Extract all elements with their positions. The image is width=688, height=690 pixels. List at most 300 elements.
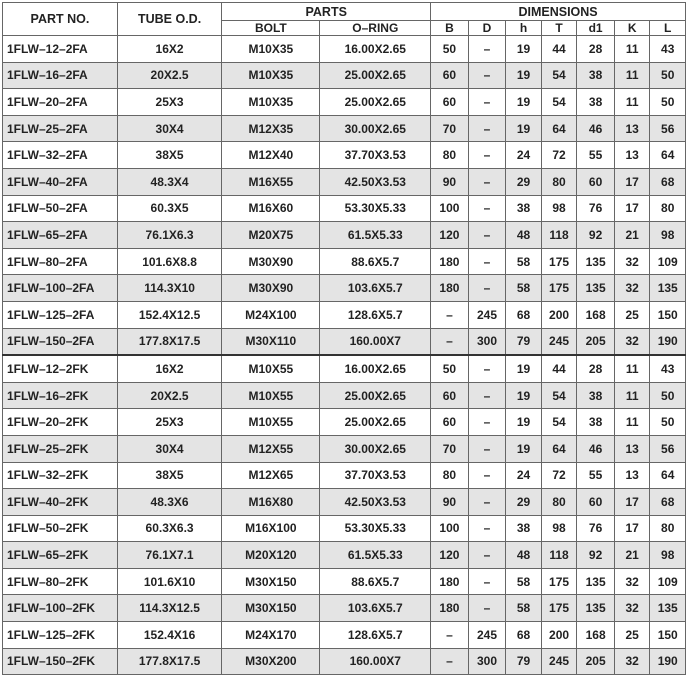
table-cell: 101.6X8.8 bbox=[117, 248, 221, 275]
header-t: T bbox=[541, 21, 577, 36]
header-l: L bbox=[650, 21, 686, 36]
table-cell: 180 bbox=[431, 275, 469, 302]
table-cell: 53.30X5.33 bbox=[320, 195, 431, 222]
table-cell: – bbox=[468, 62, 506, 89]
table-cell: M10X55 bbox=[222, 382, 320, 409]
table-cell: 1FLW–25–2FK bbox=[3, 435, 118, 462]
table-cell: 152.4X12.5 bbox=[117, 301, 221, 328]
table-cell: 38X5 bbox=[117, 142, 221, 169]
table-row bbox=[3, 275, 686, 302]
table-cell: 54 bbox=[541, 89, 577, 116]
table-cell: 1FLW–150–2FK bbox=[3, 648, 118, 675]
table-cell: 160.00X7 bbox=[320, 648, 431, 675]
table-cell: 13 bbox=[614, 142, 650, 169]
table-cell: 1FLW–50–2FK bbox=[3, 515, 118, 542]
table-cell: – bbox=[468, 382, 506, 409]
table-cell: 79 bbox=[506, 328, 542, 355]
table-cell: 103.6X5.7 bbox=[320, 275, 431, 302]
table-cell: M30X150 bbox=[222, 595, 320, 622]
table-cell: 1FLW–32–2FA bbox=[3, 142, 118, 169]
table-cell: 42.50X3.53 bbox=[320, 168, 431, 195]
table-cell: 109 bbox=[650, 568, 686, 595]
table-cell: 109 bbox=[650, 248, 686, 275]
table-cell: 48 bbox=[506, 222, 542, 249]
table-cell: 150 bbox=[650, 622, 686, 649]
table-row bbox=[3, 568, 686, 595]
table-cell: 19 bbox=[506, 355, 542, 382]
table-cell: 38 bbox=[506, 515, 542, 542]
table-cell: 54 bbox=[541, 409, 577, 436]
table-cell: 205 bbox=[577, 648, 615, 675]
table-cell: 76 bbox=[577, 515, 615, 542]
table-cell: 1FLW–20–2FA bbox=[3, 89, 118, 116]
table-cell: 1FLW–25–2FA bbox=[3, 115, 118, 142]
table-cell: 88.6X5.7 bbox=[320, 568, 431, 595]
table-cell: 1FLW–100–2FK bbox=[3, 595, 118, 622]
table-cell: 80 bbox=[650, 195, 686, 222]
table-cell: 20X2.5 bbox=[117, 62, 221, 89]
header-o-ring: O–RING bbox=[320, 21, 431, 36]
table-cell: 32 bbox=[614, 248, 650, 275]
table-cell: 50 bbox=[431, 36, 469, 63]
table-row bbox=[3, 328, 686, 355]
table-cell: 80 bbox=[431, 462, 469, 489]
table-cell: 245 bbox=[468, 301, 506, 328]
table-row bbox=[3, 168, 686, 195]
table-cell: M10X35 bbox=[222, 62, 320, 89]
table-cell: 54 bbox=[541, 62, 577, 89]
table-cell: 30X4 bbox=[117, 435, 221, 462]
table-cell: 50 bbox=[650, 382, 686, 409]
table-cell: – bbox=[468, 409, 506, 436]
table-cell: 114.3X10 bbox=[117, 275, 221, 302]
table-cell: 13 bbox=[614, 115, 650, 142]
table-cell: 1FLW–12–2FK bbox=[3, 355, 118, 382]
table-cell: 1FLW–125–2FK bbox=[3, 622, 118, 649]
table-cell: – bbox=[468, 115, 506, 142]
table-cell: M24X100 bbox=[222, 301, 320, 328]
table-cell: 135 bbox=[577, 248, 615, 275]
table-row bbox=[3, 355, 686, 382]
table-cell: 90 bbox=[431, 168, 469, 195]
table-cell: 17 bbox=[614, 489, 650, 516]
table-cell: 168 bbox=[577, 301, 615, 328]
table-cell: 19 bbox=[506, 409, 542, 436]
table-cell: 60 bbox=[431, 62, 469, 89]
table-cell: M10X35 bbox=[222, 89, 320, 116]
table-cell: 17 bbox=[614, 168, 650, 195]
table-cell: – bbox=[468, 542, 506, 569]
table-cell: 1FLW–80–2FA bbox=[3, 248, 118, 275]
table-cell: 20X2.5 bbox=[117, 382, 221, 409]
table-cell: 53.30X5.33 bbox=[320, 515, 431, 542]
header-part-no: PART NO. bbox=[3, 3, 118, 36]
table-cell: 64 bbox=[541, 435, 577, 462]
table-row bbox=[3, 542, 686, 569]
table-cell: 32 bbox=[614, 648, 650, 675]
table-cell: M30X110 bbox=[222, 328, 320, 355]
table-cell: M20X75 bbox=[222, 222, 320, 249]
table-cell: 245 bbox=[541, 648, 577, 675]
table-row bbox=[3, 515, 686, 542]
table-cell: M20X120 bbox=[222, 542, 320, 569]
table-cell: 25.00X2.65 bbox=[320, 89, 431, 116]
table-cell: 70 bbox=[431, 115, 469, 142]
table-cell: 32 bbox=[614, 595, 650, 622]
table-cell: – bbox=[468, 142, 506, 169]
table-cell: 25 bbox=[614, 301, 650, 328]
table-cell: 50 bbox=[650, 62, 686, 89]
table-cell: 43 bbox=[650, 36, 686, 63]
table-cell: 1FLW–50–2FA bbox=[3, 195, 118, 222]
table-cell: 11 bbox=[614, 62, 650, 89]
table-cell: 92 bbox=[577, 542, 615, 569]
table-cell: 56 bbox=[650, 115, 686, 142]
table-cell: M12X35 bbox=[222, 115, 320, 142]
table-cell: 38 bbox=[577, 382, 615, 409]
table-cell: 190 bbox=[650, 648, 686, 675]
table-cell: M12X55 bbox=[222, 435, 320, 462]
table-cell: 60 bbox=[577, 489, 615, 516]
table-cell: 38X5 bbox=[117, 462, 221, 489]
table-cell: 55 bbox=[577, 462, 615, 489]
table-cell: 50 bbox=[650, 89, 686, 116]
table-cell: 175 bbox=[541, 248, 577, 275]
table-cell: M24X170 bbox=[222, 622, 320, 649]
table-cell: 1FLW–40–2FK bbox=[3, 489, 118, 516]
header-k: K bbox=[614, 21, 650, 36]
table-cell: 25.00X2.65 bbox=[320, 409, 431, 436]
table-cell: 80 bbox=[650, 515, 686, 542]
table-cell: 21 bbox=[614, 222, 650, 249]
table-cell: 98 bbox=[541, 515, 577, 542]
table-row bbox=[3, 622, 686, 649]
table-cell: 180 bbox=[431, 595, 469, 622]
table-cell: 24 bbox=[506, 462, 542, 489]
table-cell: 1FLW–80–2FK bbox=[3, 568, 118, 595]
table-row bbox=[3, 248, 686, 275]
table-cell: 11 bbox=[614, 409, 650, 436]
table-cell: 37.70X3.53 bbox=[320, 142, 431, 169]
table-cell: 60 bbox=[431, 89, 469, 116]
table-cell: 11 bbox=[614, 36, 650, 63]
table-cell: 150 bbox=[650, 301, 686, 328]
table-cell: 135 bbox=[577, 595, 615, 622]
table-cell: 1FLW–65–2FA bbox=[3, 222, 118, 249]
table-cell: 300 bbox=[468, 328, 506, 355]
table-cell: – bbox=[468, 595, 506, 622]
header-d1: d1 bbox=[577, 21, 615, 36]
table-cell: – bbox=[431, 622, 469, 649]
table-cell: 58 bbox=[506, 275, 542, 302]
table-cell: 37.70X3.53 bbox=[320, 462, 431, 489]
table-cell: 60 bbox=[431, 409, 469, 436]
table-cell: 25.00X2.65 bbox=[320, 382, 431, 409]
table-cell: 120 bbox=[431, 542, 469, 569]
table-cell: – bbox=[431, 648, 469, 675]
table-cell: 55 bbox=[577, 142, 615, 169]
table-row bbox=[3, 489, 686, 516]
table-cell: M12X65 bbox=[222, 462, 320, 489]
table-cell: 19 bbox=[506, 36, 542, 63]
table-cell: 152.4X16 bbox=[117, 622, 221, 649]
table-cell: 60 bbox=[431, 382, 469, 409]
table-cell: 205 bbox=[577, 328, 615, 355]
table-cell: 28 bbox=[577, 36, 615, 63]
table-cell: 64 bbox=[650, 142, 686, 169]
table-cell: 25X3 bbox=[117, 89, 221, 116]
table-cell: 58 bbox=[506, 248, 542, 275]
table-cell: 160.00X7 bbox=[320, 328, 431, 355]
table-cell: 1FLW–40–2FA bbox=[3, 168, 118, 195]
table-cell: 30.00X2.65 bbox=[320, 115, 431, 142]
table-cell: 76 bbox=[577, 195, 615, 222]
table-cell: M16X80 bbox=[222, 489, 320, 516]
header-tube-od: TUBE O.D. bbox=[117, 3, 221, 36]
table-cell: M30X90 bbox=[222, 248, 320, 275]
table-cell: 1FLW–125–2FA bbox=[3, 301, 118, 328]
table-cell: 135 bbox=[577, 568, 615, 595]
table-cell: 245 bbox=[541, 328, 577, 355]
table-cell: 48.3X6 bbox=[117, 489, 221, 516]
table-cell: 118 bbox=[541, 542, 577, 569]
table-cell: 76.1X6.3 bbox=[117, 222, 221, 249]
table-cell: 11 bbox=[614, 382, 650, 409]
table-cell: 79 bbox=[506, 648, 542, 675]
table-cell: 68 bbox=[506, 301, 542, 328]
table-cell: 1FLW–32–2FK bbox=[3, 462, 118, 489]
table-cell: 92 bbox=[577, 222, 615, 249]
table-cell: 44 bbox=[541, 355, 577, 382]
table-cell: 16.00X2.65 bbox=[320, 355, 431, 382]
table-cell: M30X150 bbox=[222, 568, 320, 595]
table-cell: 80 bbox=[431, 142, 469, 169]
table-cell: 1FLW–20–2FK bbox=[3, 409, 118, 436]
table-row bbox=[3, 382, 686, 409]
table-cell: 114.3X12.5 bbox=[117, 595, 221, 622]
header-dimensions: DIMENSIONS bbox=[431, 3, 686, 21]
table-cell: 30.00X2.65 bbox=[320, 435, 431, 462]
table-row bbox=[3, 89, 686, 116]
table-cell: 80 bbox=[541, 489, 577, 516]
table-cell: 103.6X5.7 bbox=[320, 595, 431, 622]
table-cell: 135 bbox=[577, 275, 615, 302]
table-row bbox=[3, 301, 686, 328]
table-cell: M16X55 bbox=[222, 168, 320, 195]
table-cell: 16X2 bbox=[117, 355, 221, 382]
table-cell: 200 bbox=[541, 301, 577, 328]
table-row bbox=[3, 36, 686, 63]
table-cell: 98 bbox=[650, 222, 686, 249]
table-cell: M30X200 bbox=[222, 648, 320, 675]
table-cell: 190 bbox=[650, 328, 686, 355]
table-cell: – bbox=[468, 489, 506, 516]
table-cell: 48 bbox=[506, 542, 542, 569]
header-bolt: BOLT bbox=[222, 21, 320, 36]
table-cell: 43 bbox=[650, 355, 686, 382]
table-cell: 60.3X5 bbox=[117, 195, 221, 222]
table-cell: 168 bbox=[577, 622, 615, 649]
table-cell: 64 bbox=[541, 115, 577, 142]
table-row bbox=[3, 142, 686, 169]
table-cell: 16.00X2.65 bbox=[320, 36, 431, 63]
table-cell: 60 bbox=[577, 168, 615, 195]
table-cell: 25.00X2.65 bbox=[320, 62, 431, 89]
table-cell: 200 bbox=[541, 622, 577, 649]
table-cell: 19 bbox=[506, 115, 542, 142]
table-cell: 44 bbox=[541, 36, 577, 63]
table-cell: 42.50X3.53 bbox=[320, 489, 431, 516]
table-cell: 60.3X6.3 bbox=[117, 515, 221, 542]
table-cell: 180 bbox=[431, 248, 469, 275]
table-cell: 70 bbox=[431, 435, 469, 462]
table-cell: 38 bbox=[506, 195, 542, 222]
table-cell: 118 bbox=[541, 222, 577, 249]
header-h: h bbox=[506, 21, 542, 36]
table-cell: – bbox=[468, 222, 506, 249]
table-cell: 245 bbox=[468, 622, 506, 649]
table-cell: 19 bbox=[506, 435, 542, 462]
table-cell: 30X4 bbox=[117, 115, 221, 142]
table-cell: 25X3 bbox=[117, 409, 221, 436]
table-cell: 50 bbox=[431, 355, 469, 382]
table-cell: 300 bbox=[468, 648, 506, 675]
table-row bbox=[3, 222, 686, 249]
table-cell: 120 bbox=[431, 222, 469, 249]
table-cell: 80 bbox=[541, 168, 577, 195]
table-cell: 29 bbox=[506, 168, 542, 195]
table-cell: 175 bbox=[541, 595, 577, 622]
table-cell: – bbox=[431, 328, 469, 355]
header-parts: PARTS bbox=[222, 3, 431, 21]
table-row bbox=[3, 62, 686, 89]
table-cell: 46 bbox=[577, 115, 615, 142]
table-cell: 32 bbox=[614, 275, 650, 302]
table-row bbox=[3, 435, 686, 462]
table-cell: 38 bbox=[577, 62, 615, 89]
table-cell: 100 bbox=[431, 515, 469, 542]
table-cell: – bbox=[468, 568, 506, 595]
table-cell: 98 bbox=[541, 195, 577, 222]
table-cell: – bbox=[468, 355, 506, 382]
table-cell: 1FLW–100–2FA bbox=[3, 275, 118, 302]
table-cell: – bbox=[468, 275, 506, 302]
table-cell: – bbox=[468, 195, 506, 222]
table-cell: 28 bbox=[577, 355, 615, 382]
table-cell: – bbox=[468, 36, 506, 63]
table-cell: 1FLW–16–2FK bbox=[3, 382, 118, 409]
table-cell: 16X2 bbox=[117, 36, 221, 63]
table-cell: 100 bbox=[431, 195, 469, 222]
table-cell: M30X90 bbox=[222, 275, 320, 302]
table-cell: 1FLW–12–2FA bbox=[3, 36, 118, 63]
table-row bbox=[3, 195, 686, 222]
table-row bbox=[3, 409, 686, 436]
table-row bbox=[3, 115, 686, 142]
table-cell: 68 bbox=[650, 489, 686, 516]
table-cell: M16X60 bbox=[222, 195, 320, 222]
table-cell: 58 bbox=[506, 595, 542, 622]
table-cell: 72 bbox=[541, 462, 577, 489]
table-cell: 17 bbox=[614, 515, 650, 542]
table-cell: 58 bbox=[506, 568, 542, 595]
table-cell: – bbox=[468, 168, 506, 195]
table-cell: 19 bbox=[506, 382, 542, 409]
table-cell: 24 bbox=[506, 142, 542, 169]
table-cell: – bbox=[468, 248, 506, 275]
table-cell: 13 bbox=[614, 435, 650, 462]
table-cell: 46 bbox=[577, 435, 615, 462]
table-cell: 48.3X4 bbox=[117, 168, 221, 195]
table-cell: M10X55 bbox=[222, 355, 320, 382]
table-cell: 32 bbox=[614, 568, 650, 595]
table-cell: 25 bbox=[614, 622, 650, 649]
table-cell: 19 bbox=[506, 62, 542, 89]
table-cell: 175 bbox=[541, 275, 577, 302]
table-cell: 54 bbox=[541, 382, 577, 409]
table-cell: 135 bbox=[650, 595, 686, 622]
table-cell: 17 bbox=[614, 195, 650, 222]
table-cell: 128.6X5.7 bbox=[320, 622, 431, 649]
table-cell: 56 bbox=[650, 435, 686, 462]
table-cell: 61.5X5.33 bbox=[320, 222, 431, 249]
table-cell: 38 bbox=[577, 89, 615, 116]
table-row bbox=[3, 595, 686, 622]
table-cell: 1FLW–16–2FA bbox=[3, 62, 118, 89]
table-cell: 128.6X5.7 bbox=[320, 301, 431, 328]
table-cell: – bbox=[468, 515, 506, 542]
table-cell: 38 bbox=[577, 409, 615, 436]
table-cell: 98 bbox=[650, 542, 686, 569]
table-cell: 90 bbox=[431, 489, 469, 516]
table-cell: 177.8X17.5 bbox=[117, 328, 221, 355]
table-cell: 101.6X10 bbox=[117, 568, 221, 595]
table-cell: 1FLW–65–2FK bbox=[3, 542, 118, 569]
header-b: B bbox=[431, 21, 469, 36]
table-cell: M12X40 bbox=[222, 142, 320, 169]
table-cell: 175 bbox=[541, 568, 577, 595]
table-cell: 32 bbox=[614, 328, 650, 355]
table-cell: 180 bbox=[431, 568, 469, 595]
table-cell: 13 bbox=[614, 462, 650, 489]
table-cell: 1FLW–150–2FA bbox=[3, 328, 118, 355]
table-cell: – bbox=[431, 301, 469, 328]
table-cell: 50 bbox=[650, 409, 686, 436]
flange-spec-table bbox=[2, 2, 686, 675]
table-cell: 11 bbox=[614, 89, 650, 116]
table-cell: M10X55 bbox=[222, 409, 320, 436]
table-cell: 61.5X5.33 bbox=[320, 542, 431, 569]
table-cell: 68 bbox=[650, 168, 686, 195]
table-cell: M10X35 bbox=[222, 36, 320, 63]
table-cell: 29 bbox=[506, 489, 542, 516]
table-cell: 21 bbox=[614, 542, 650, 569]
table-cell: 72 bbox=[541, 142, 577, 169]
table-row bbox=[3, 648, 686, 675]
header-d: D bbox=[468, 21, 506, 36]
table-cell: 68 bbox=[506, 622, 542, 649]
table-cell: 19 bbox=[506, 89, 542, 116]
table-cell: M16X100 bbox=[222, 515, 320, 542]
table-cell: 11 bbox=[614, 355, 650, 382]
table-cell: – bbox=[468, 89, 506, 116]
table-cell: 88.6X5.7 bbox=[320, 248, 431, 275]
table-row bbox=[3, 462, 686, 489]
table-cell: 76.1X7.1 bbox=[117, 542, 221, 569]
table-cell: 135 bbox=[650, 275, 686, 302]
table-cell: – bbox=[468, 435, 506, 462]
table-cell: – bbox=[468, 462, 506, 489]
